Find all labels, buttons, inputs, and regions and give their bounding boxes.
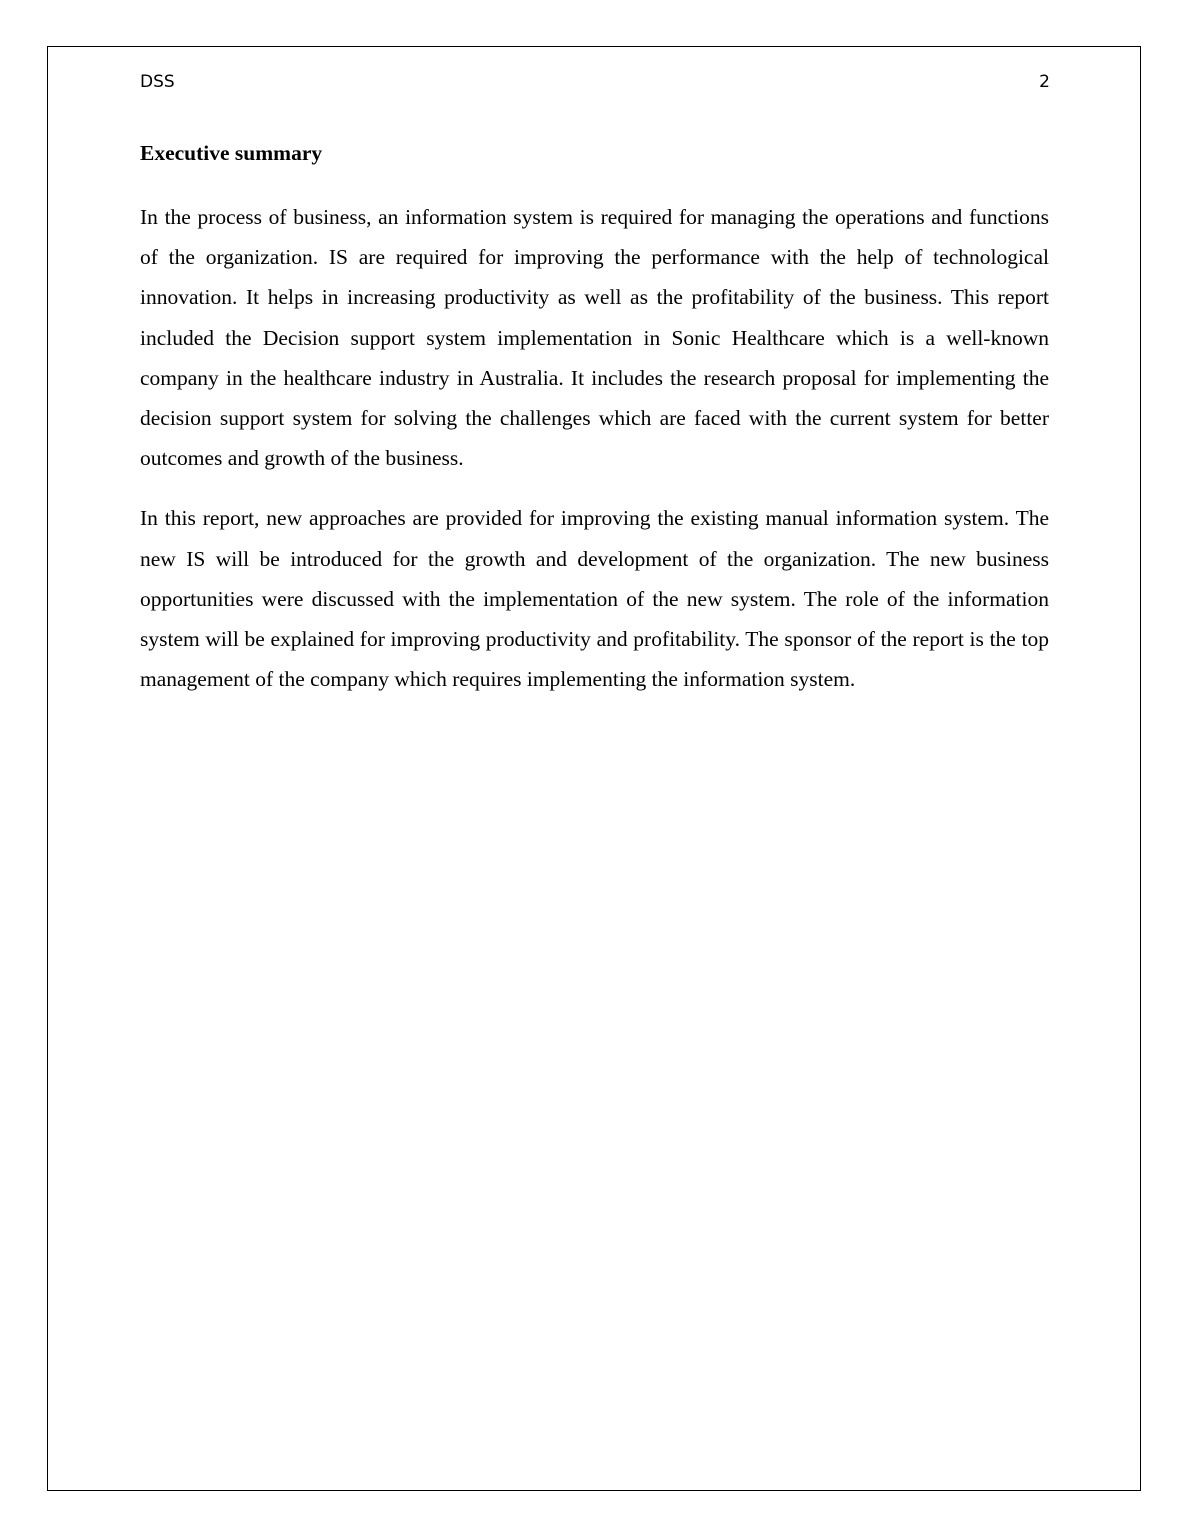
paragraph-1: In the process of business, an information system is required for managing the operations and functions of the organization. IS are required for improving the performance with the help of technological innovation. It helps in increasing productivity as well as the profitability of the business. This report included the Decision support system implementation in Sonic Healthcare which is a well-known company in the healthcare industry in Australia. It includes the research proposal for implementing the decision support system for solving the challenges which are faced with the current system for better outcomes and growth of the business.: [140, 205, 1049, 471]
document-body: [140, 138, 1049, 719]
section-heading: Executive summary: [140, 141, 323, 165]
paragraph-2: In this report, new approaches are provided for improving the existing manual information system. The new IS will be introduced for the growth and development of the organization. The new business opportunities were discussed with the implementation of the new system. The role of the information system will be explained for improving productivity and profitability. The sponsor of the report is the top management of the company which requires implementing the information system.: [140, 506, 1049, 692]
page-number: 2: [1039, 72, 1050, 92]
running-title: DSS: [140, 72, 175, 92]
page-header: [140, 72, 1050, 96]
